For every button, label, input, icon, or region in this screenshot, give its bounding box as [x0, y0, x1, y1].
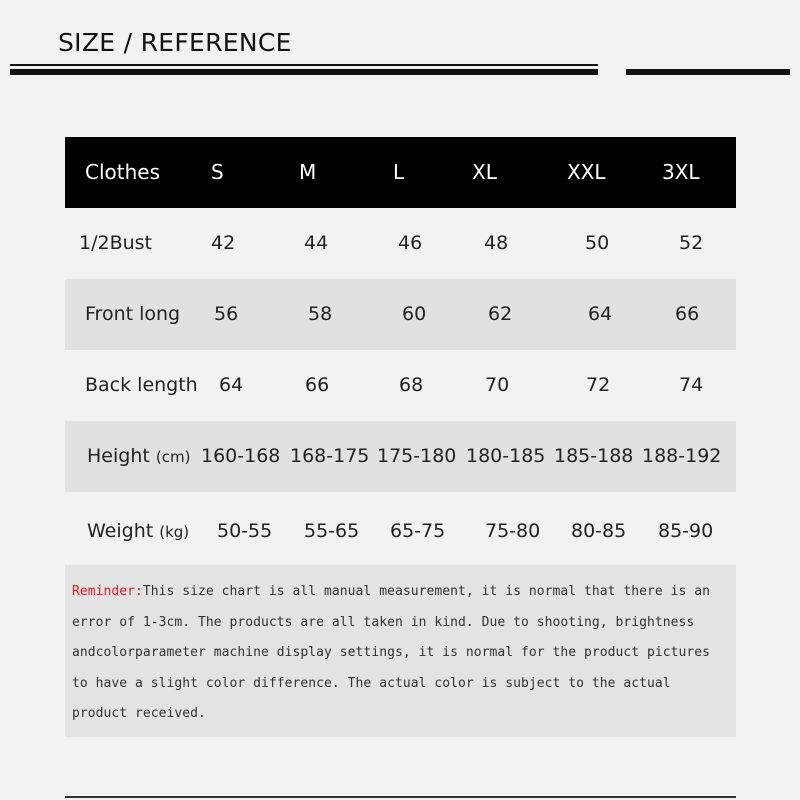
row-label-unit: (kg): [159, 523, 190, 541]
table-cell: 188-192: [642, 445, 722, 467]
reminder-text: This size chart is all manual measurement, it is normal that there is an: [142, 584, 711, 599]
table-cell: 66: [675, 303, 700, 325]
table-cell: 70: [485, 374, 510, 396]
table-cell: 66: [305, 374, 330, 396]
table-cell: 46: [398, 232, 423, 254]
table-cell: 180-185: [466, 445, 546, 467]
column-header-3xl: 3XL: [662, 160, 700, 184]
column-header-l: L: [393, 160, 405, 184]
reminder-label: Reminder:: [72, 584, 143, 599]
table-cell: 60: [402, 303, 427, 325]
reminder-note: [65, 565, 736, 737]
size-table-header: [65, 137, 736, 208]
header-divider-thick: [10, 69, 598, 75]
page-title: SIZE / REFERENCE: [58, 28, 292, 57]
table-cell: 160-168: [201, 445, 281, 467]
table-cell: 56: [214, 303, 239, 325]
table-cell: 42: [211, 232, 236, 254]
reminder-line-3: andcolorparameter machine display settings, it is normal for the product pictures: [72, 645, 711, 660]
table-cell: 80-85: [571, 520, 627, 542]
table-cell: 64: [588, 303, 613, 325]
reminder-line-2: error of 1-3cm. The products are all taken in kind. Due to shooting, brightness: [72, 614, 695, 630]
row-label-unit: (cm): [155, 448, 191, 466]
table-cell: 68: [399, 374, 424, 396]
table-cell: 55-65: [304, 520, 360, 542]
table-cell: 62: [488, 303, 513, 325]
table-cell: 72: [586, 374, 611, 396]
row-label: [87, 421, 190, 493]
table-cell: 52: [679, 232, 704, 254]
table-row-bust: [65, 208, 736, 279]
table-cell: 64: [219, 374, 244, 396]
table-row-front-long: [65, 279, 736, 350]
size-table: [65, 137, 736, 565]
row-label: Front long: [85, 303, 181, 325]
table-cell: 50-55: [217, 520, 273, 542]
table-row-weight: [65, 492, 736, 565]
header-divider-thin: [10, 64, 598, 66]
table-cell: 168-175: [290, 445, 370, 467]
table-cell: 75-80: [485, 520, 541, 542]
row-label-text: Height: [87, 445, 150, 467]
row-label: Back length: [85, 374, 198, 396]
row-label: [87, 492, 189, 572]
table-cell: 175-180: [377, 445, 457, 467]
table-cell: 44: [304, 232, 329, 254]
column-header-m: M: [299, 160, 317, 184]
footer-divider: [65, 796, 736, 798]
table-cell: 74: [679, 374, 704, 396]
reminder-line-5: product received.: [72, 706, 206, 721]
table-row-back-length: [65, 350, 736, 421]
header-divider-right: [626, 69, 790, 75]
column-header-clothes: Clothes: [85, 160, 160, 184]
column-header-xl: XL: [472, 160, 497, 184]
table-cell: 65-75: [390, 520, 446, 542]
table-cell: 58: [308, 303, 333, 325]
table-cell: 48: [484, 232, 509, 254]
column-header-xxl: XXL: [567, 160, 606, 184]
table-cell: 50: [585, 232, 610, 254]
table-row-height: [65, 421, 736, 492]
table-cell: 85-90: [658, 520, 714, 542]
row-label: 1/2Bust: [79, 232, 153, 254]
row-label-text: Weight: [87, 520, 154, 542]
reminder-line-4: to have a slight color difference. The actual color is subject to the actual: [72, 675, 671, 691]
column-header-s: S: [211, 160, 224, 184]
table-cell: 185-188: [554, 445, 634, 467]
reminder-line-1: [72, 577, 730, 608]
